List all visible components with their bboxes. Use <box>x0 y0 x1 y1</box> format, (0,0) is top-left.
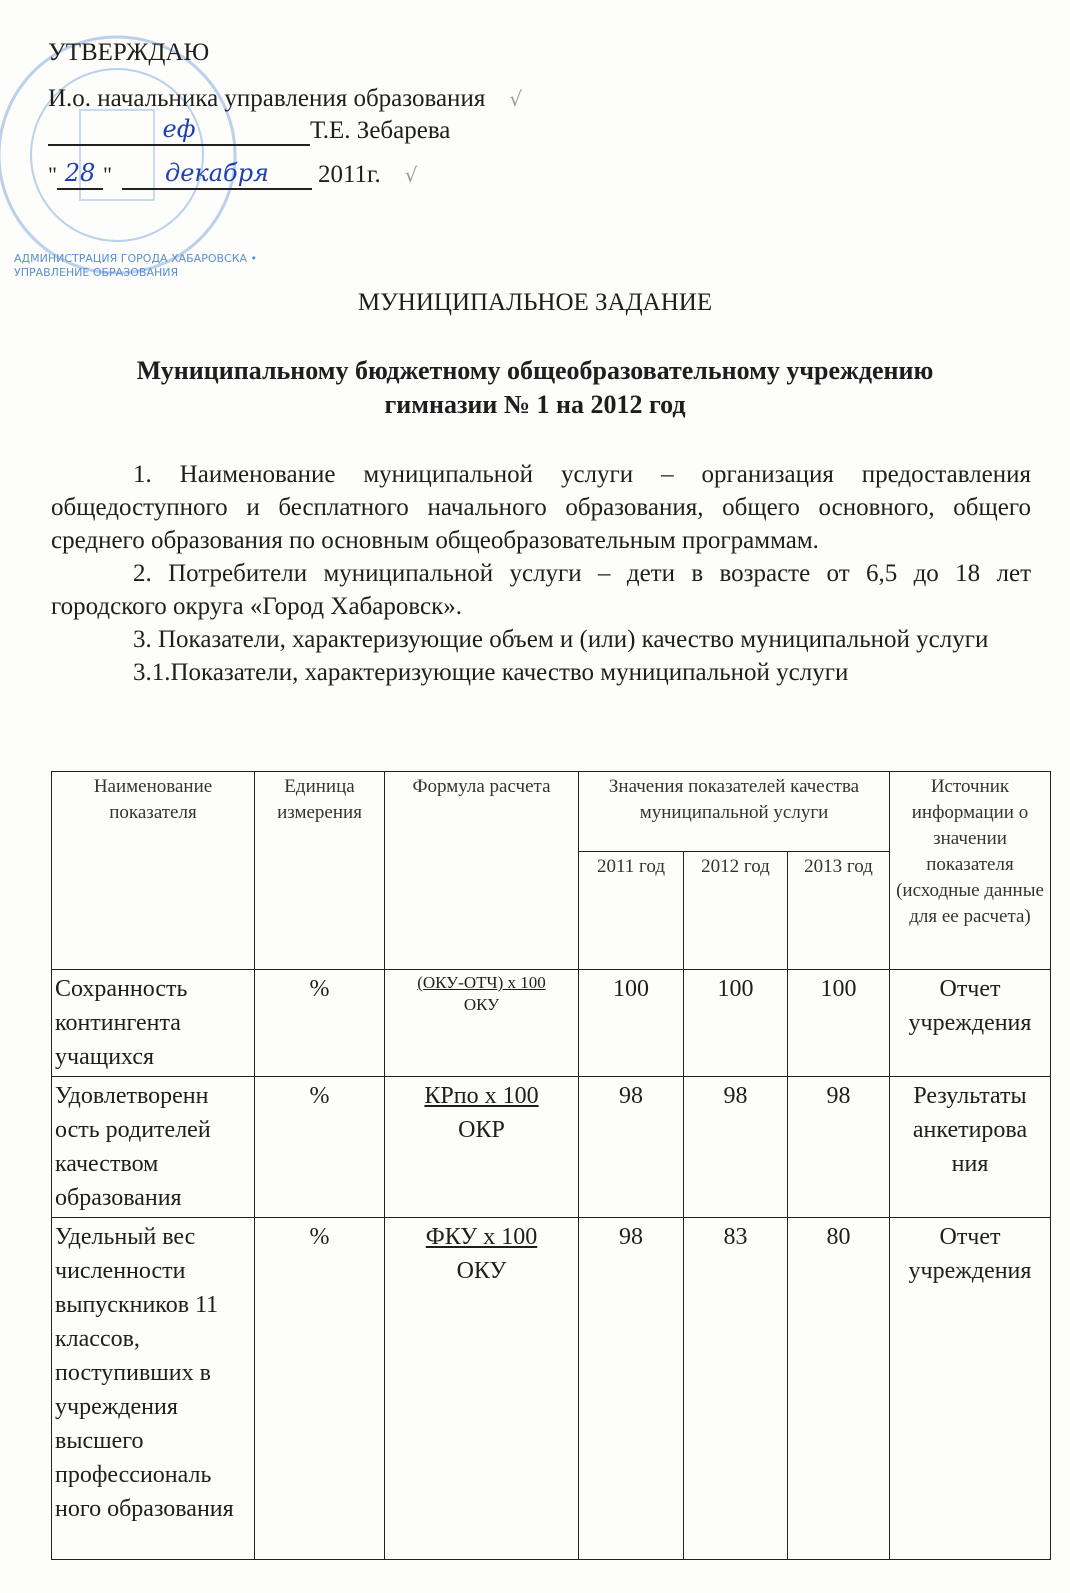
header-formula: Формула расчета <box>385 772 579 970</box>
approval-block <box>48 38 608 190</box>
value-2011: 98 <box>579 1218 684 1560</box>
section-2-text: 2. Потребители муниципальной услуги – дети в возрасте от 6,5 до 18 лет городского округа «Город Хабаровск». <box>51 560 1031 620</box>
source: Отчет учреждения <box>890 1218 1051 1560</box>
date-day: 28 <box>64 159 96 187</box>
header-unit: Единица измерения <box>255 772 385 970</box>
formula <box>385 1077 579 1218</box>
formula <box>385 970 579 1077</box>
header-source: Источник информации о значении показателя (исходные данные для ее расчета) <box>890 772 1051 970</box>
value-2013: 80 <box>788 1218 890 1560</box>
section-3-text: 3. Показатели, характеризующие объем и (или) качество муниципальной услуги <box>133 626 989 653</box>
section-1-text: 1. Наименование муниципальной услуги – организация предоставления общедоступного и бесплатного начального образования, общего основного, общего среднего образования по основным общеобразовательным программам. <box>51 461 1031 554</box>
signature: еф <box>162 115 196 143</box>
formula <box>385 1218 579 1560</box>
unit: % <box>255 1077 385 1218</box>
unit: % <box>255 1218 385 1560</box>
value-2012: 100 <box>684 970 788 1077</box>
quality-indicators-table <box>51 771 1051 1560</box>
header-year-2011: 2011 год <box>579 852 684 970</box>
value-2013: 100 <box>788 970 890 1077</box>
date-day-line <box>57 158 103 190</box>
date-month: декабря <box>164 159 269 187</box>
section-3-1-text: 3.1.Показатели, характеризующие качество муниципальной услуги <box>133 659 849 686</box>
table-row <box>52 970 1051 1077</box>
sections <box>51 458 1031 689</box>
document-title: МУНИЦИПАЛЬНОЕ ЗАДАНИЕ <box>357 289 713 316</box>
indicator-name: Удельный вес численности выпускников 11 классов, поступивших в учреждения высшего профессиональ ного образования <box>52 1218 255 1560</box>
header-year-2012: 2012 год <box>684 852 788 970</box>
approver-position: И.о. начальника управления образования <box>48 85 486 112</box>
check-mark-icon: √ <box>404 163 418 187</box>
header-year-2013: 2013 год <box>788 852 890 970</box>
approval-heading: УТВЕРЖДАЮ <box>48 39 210 66</box>
stamp-text: АДМИНИСТРАЦИЯ ГОРОДА ХАБАРОВСКА • УПРАВЛЕНИЕ ОБРАЗОВАНИЯ <box>14 252 258 279</box>
date-month-line <box>122 158 312 190</box>
formula-denominator: ОКУ <box>463 995 500 1014</box>
unit: % <box>255 970 385 1077</box>
formula-numerator: ФКУ х 100 <box>425 1224 538 1250</box>
document-subtitle-line2: гимназии № 1 на 2012 год <box>384 390 686 419</box>
formula-denominator: ОКР <box>458 1117 505 1143</box>
date-quote-close: " <box>102 162 112 187</box>
date-quote-open: " <box>48 162 57 187</box>
formula-numerator: КРпо х 100 <box>424 1083 539 1109</box>
value-2012: 83 <box>684 1218 788 1560</box>
document-heading <box>0 288 1070 422</box>
table-row <box>52 1218 1051 1560</box>
value-2011: 98 <box>579 1077 684 1218</box>
header-values-group: Значения показателей качества муниципальной услуги <box>579 772 890 852</box>
signature-line <box>48 114 310 146</box>
header-indicator-name: Наименование показателя <box>52 772 255 970</box>
source: Результаты анкетирова ния <box>890 1077 1051 1218</box>
document-subtitle-line1: Муниципальному бюджетному общеобразовательному учреждению <box>136 356 934 385</box>
formula-denominator: ОКУ <box>456 1258 507 1284</box>
value-2012: 98 <box>684 1077 788 1218</box>
formula-numerator: (ОКУ-ОТЧ) х 100 <box>417 973 546 992</box>
value-2013: 98 <box>788 1077 890 1218</box>
indicator-name: Сохранность контингента учащихся <box>52 970 255 1077</box>
check-mark-icon: √ <box>509 87 523 111</box>
source: Отчет учреждения <box>890 970 1051 1077</box>
table-row <box>52 1077 1051 1218</box>
signatory-name: Т.Е. Зебарева <box>310 117 451 144</box>
date-year: 2011г. <box>317 161 381 188</box>
indicator-name: Удовлетворенн ость родителей качеством образования <box>52 1077 255 1218</box>
value-2011: 100 <box>579 970 684 1077</box>
